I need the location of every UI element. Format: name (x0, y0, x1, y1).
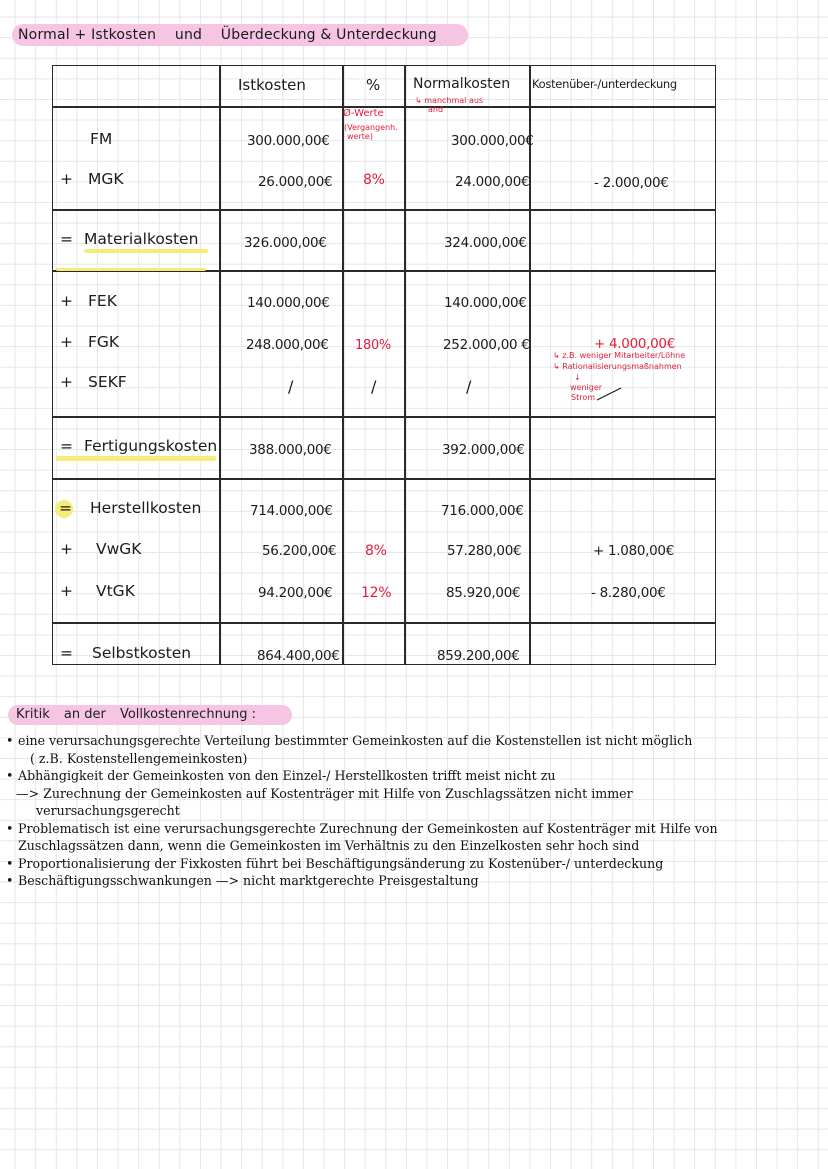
op-fgk: + (60, 333, 73, 351)
critique-text: Zuschlagssätzen dann, wenn die Gemeinkosten im Verhältnis zu den Einzelkosten sehr hoch sind (18, 838, 640, 853)
note-past-values: (Vergangenh. (344, 123, 398, 132)
row-divider (53, 478, 715, 480)
op-vtgk: + (60, 582, 73, 600)
row-label-fgk: FGK (88, 333, 120, 351)
mgk-diff: - 2.000,00€ (594, 175, 669, 191)
sekf-ist: / (288, 377, 294, 396)
materialkosten-normal: 324.000,00€ (444, 235, 527, 251)
fek-normal: 140.000,00€ (444, 295, 527, 311)
critique-text: • Beschäftigungsschwankungen —> nicht marktgerechte Preisgestaltung (18, 873, 479, 888)
op-materialkosten: = (60, 230, 73, 248)
highlight-materialkosten (84, 249, 208, 253)
header-percent: % (366, 76, 381, 94)
note-avg-values: Ø-Werte (343, 108, 384, 119)
vtgk-diff: - 8.280,00€ (591, 585, 666, 601)
critique-list (6, 732, 818, 890)
mgk-pct: 8% (363, 172, 385, 188)
critique-title-part: Kritik (16, 707, 50, 722)
title-part: und (174, 27, 203, 43)
row-divider (53, 622, 715, 624)
op-vwgk: + (60, 540, 73, 558)
row-label-fek: FEK (88, 292, 117, 310)
critique-text: ( z.B. Kostenstellengemeinkosten) (30, 750, 248, 766)
list-item (6, 732, 818, 767)
op-fek: + (60, 292, 73, 310)
critique-title-part: Vollkostenrechnung : (119, 707, 257, 722)
herstellkosten-normal: 716.000,00€ (441, 503, 524, 519)
sekf-pct: / (371, 377, 377, 396)
page-title (18, 24, 451, 46)
list-item (6, 767, 818, 785)
row-label-vtgk: VtGK (96, 582, 135, 600)
critique-text: • eine verursachungsgerechte Verteilung bestimmter Gemeinkosten auf die Kostenstellen ist nicht möglich (18, 733, 693, 748)
vwgk-ist: 56.200,00€ (262, 543, 337, 559)
note-past-values-2: werte) (347, 132, 373, 141)
op-selbstkosten: = (60, 644, 73, 662)
list-item (6, 855, 818, 873)
selbstkosten-ist: 864.400,00€ (257, 648, 340, 664)
row-label-fertigungskosten: Fertigungskosten (84, 437, 218, 455)
materialkosten-ist: 326.000,00€ (244, 235, 327, 251)
note-power: Strom (571, 393, 596, 402)
highlight-fertigungskosten (56, 456, 216, 461)
vwgk-pct: 8% (365, 543, 387, 559)
column-divider (529, 66, 531, 664)
column-divider (219, 66, 221, 664)
row-label-herstellkosten: Herstellkosten (90, 499, 202, 517)
row-label-vwgk: VwGK (96, 540, 142, 558)
title-part: Überdeckung & Unterdeckung (220, 27, 437, 43)
selbstkosten-normal: 859.200,00€ (437, 648, 520, 664)
row-label-sekf: SEKF (88, 373, 127, 391)
header-kostenueber-unterdeckung: Kostenüber-/unterdeckung (532, 77, 677, 91)
highlight-underline (56, 268, 206, 271)
herstellkosten-ist: 714.000,00€ (250, 503, 333, 519)
mgk-normal: 24.000,00€ (455, 174, 530, 190)
header-istkosten: Istkosten (238, 76, 306, 94)
note-rationalisation: ↳ Rationalisierungsmaßnahmen (553, 362, 682, 371)
column-divider (404, 66, 406, 664)
row-divider (53, 416, 715, 418)
fgk-normal: 252.000,00 € (443, 337, 530, 353)
critique-title (16, 705, 266, 725)
critique-text: • Abhängigkeit der Gemeinkosten von den Einzel-/ Herstellkosten trifft meist nicht zu (18, 768, 556, 783)
note-sometimes: ↳ manchmal aus (415, 96, 484, 105)
fertigungskosten-ist: 388.000,00€ (249, 442, 332, 458)
critique-title-part: an der (63, 707, 106, 722)
note-stroke (595, 386, 625, 402)
row-label-mgk: MGK (88, 170, 124, 188)
vtgk-pct: 12% (361, 585, 392, 601)
vwgk-diff: + 1.080,00€ (593, 543, 675, 559)
vwgk-normal: 57.280,00€ (447, 543, 522, 559)
fertigungskosten-normal: 392.000,00€ (442, 442, 525, 458)
list-item (6, 820, 818, 855)
fgk-ist: 248.000,00€ (246, 337, 329, 353)
mgk-ist: 26.000,00€ (258, 174, 333, 190)
row-label-materialkosten: Materialkosten (84, 230, 199, 248)
note-less: weniger (570, 383, 603, 392)
fgk-pct: 180% (355, 338, 391, 353)
row-divider (53, 209, 715, 211)
op-fertigungskosten: = (60, 437, 73, 455)
op-mgk: + (60, 170, 73, 188)
row-label-selbstkosten: Selbstkosten (92, 644, 192, 662)
header-normalkosten: Normalkosten (413, 76, 511, 92)
list-item (6, 872, 818, 890)
column-divider (342, 66, 344, 664)
op-herstellkosten: = (59, 499, 72, 517)
critique-text: verursachungsgerecht (36, 803, 180, 818)
note-fewer-staff: ↳ z.B. weniger Mitarbeiter/Löhne (553, 351, 686, 360)
fm-normal: 300.000,00€ (451, 133, 534, 149)
fm-ist: 300.000,00€ (247, 133, 330, 149)
critique-text: —> Zurechnung der Gemeinkosten auf Kostenträger mit Hilfe von Zuschlagssätzen nicht immer (16, 785, 633, 801)
sekf-normal: / (466, 377, 472, 396)
row-divider (53, 106, 715, 108)
row-label-fm: FM (90, 130, 113, 148)
note-arrow-down: ↓ (574, 373, 581, 382)
vtgk-normal: 85.920,00€ (446, 585, 521, 601)
critique-text: • Proportionalisierung der Fixkosten führt bei Beschäftigungsänderung zu Kostenüber-/ unterdeckung (18, 855, 664, 871)
title-part: Normal + Istkosten (18, 27, 157, 43)
note-and: and (428, 105, 444, 114)
op-sekf: + (60, 373, 73, 391)
critique-text: • Problematisch ist eine verursachungsgerechte Zurechnung der Gemeinkosten auf Kostenträger mit Hilfe von (18, 820, 718, 836)
fek-ist: 140.000,00€ (247, 295, 330, 311)
fgk-diff: + 4.000,00€ (594, 336, 676, 352)
vtgk-ist: 94.200,00€ (258, 585, 333, 601)
